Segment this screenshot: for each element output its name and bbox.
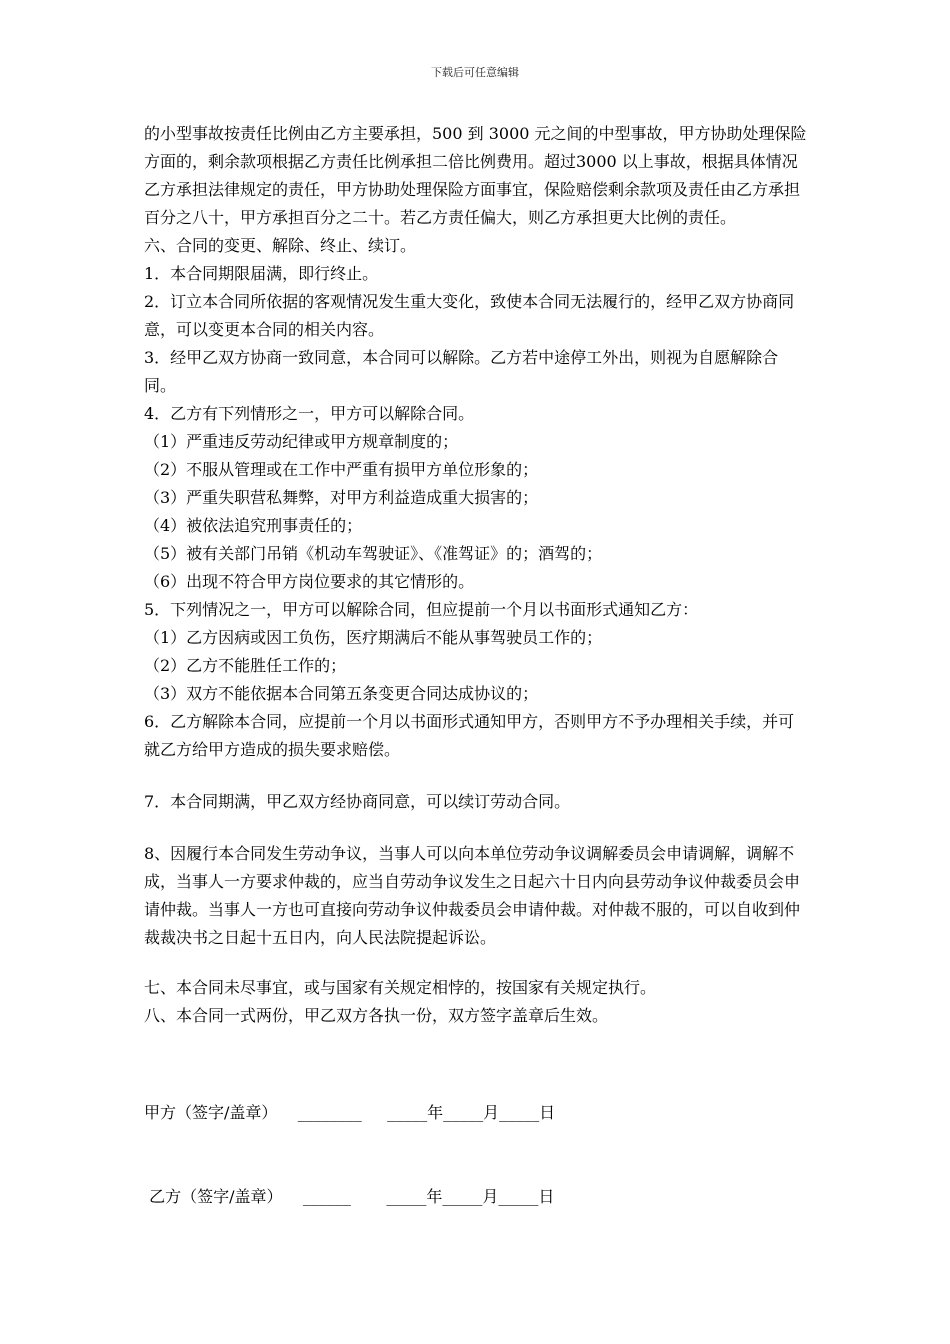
clause: 2．订立本合同所依据的客观情况发生重大变化，致使本合同无法履行的，经甲乙双方协商同意，可以变更本合同的相关内容。 bbox=[144, 292, 795, 339]
signature-line-party-a: 甲方（签字/盖章） ________ _____年_____月_____日 bbox=[144, 1103, 556, 1122]
clause: 5．下列情况之一，甲方可以解除合同，但应提前一个月以书面形式通知乙方： bbox=[144, 600, 699, 619]
page-header: 下载后可任意编辑 bbox=[431, 66, 519, 79]
clause: 7．本合同期满，甲乙双方经协商同意，可以续订劳动合同。 bbox=[144, 792, 571, 811]
signature-line-party-b: 乙方（签字/盖章） ______ _____年_____月_____日 bbox=[144, 1187, 555, 1206]
sub-clause: （3）严重失职营私舞弊，对甲方利益造成重大损害的； bbox=[144, 488, 539, 507]
paragraph: 的小型事故按责任比例由乙方主要承担，500 到 3000 元之间的中型事故，甲方协助处理保险方面的，剩余款项根据乙方责任比例承担二倍比例费用。超过3000 以上事故，根据具体情况乙方承担法律规定的责任，甲方协助处理保险方面事宜，保险赔偿剩余款项及责任由乙方承担百分之八十，甲方承担百分之二十。若乙方责任偏大，则乙方承担更大比例的责任。 bbox=[144, 124, 807, 227]
sub-clause: （4）被依法追究刑事责任的； bbox=[144, 516, 363, 535]
section-heading: 七、本合同未尽事宜，或与国家有关规定相悖的，按国家有关规定执行。 bbox=[144, 978, 657, 997]
sub-clause: （3）双方不能依据本合同第五条变更合同达成协议的； bbox=[144, 684, 539, 703]
contract-body bbox=[144, 120, 809, 1030]
sub-clause: （2）不服从管理或在工作中严重有损甲方单位形象的； bbox=[144, 460, 539, 479]
clause: 6．乙方解除本合同，应提前一个月以书面形式通知甲方，否则甲方不予办理相关手续，并可就乙方给甲方造成的损失要求赔偿。 bbox=[144, 712, 795, 759]
sub-clause: （1）严重违反劳动纪律或甲方规章制度的； bbox=[144, 432, 459, 451]
sub-clause: （1）乙方因病或因工负伤，医疗期满后不能从事驾驶员工作的； bbox=[144, 628, 603, 647]
clause: 3．经甲乙双方协商一致同意，本合同可以解除。乙方若中途停工外出，则视为自愿解除合同。 bbox=[144, 348, 779, 395]
sub-clause: （5）被有关部门吊销《机动车驾驶证》、《准驾证》的；酒驾的； bbox=[144, 544, 603, 563]
clause: 8、因履行本合同发生劳动争议，当事人可以向本单位劳动争议调解委员会申请调解，调解不成，当事人一方要求仲裁的，应当自劳动争议发生之日起六十日内向县劳动争议仲裁委员会申请仲裁。当事人一方也可直接向劳动争议仲裁委员会申请仲裁。对仲裁不服的，可以自收到仲裁裁决书之日起十五日内，向人民法院提起诉讼。 bbox=[144, 844, 801, 947]
sub-clause: （2）乙方不能胜任工作的； bbox=[144, 656, 347, 675]
section-heading: 六、合同的变更、解除、终止、续订。 bbox=[144, 236, 417, 255]
section-heading: 八、本合同一式两份，甲乙双方各执一份，双方签字盖章后生效。 bbox=[144, 1006, 609, 1025]
clause: 1．本合同期限届满，即行终止。 bbox=[144, 264, 379, 283]
sub-clause: （6）出现不符合甲方岗位要求的其它情形的。 bbox=[144, 572, 475, 591]
clause: 4．乙方有下列情形之一，甲方可以解除合同。 bbox=[144, 404, 475, 423]
